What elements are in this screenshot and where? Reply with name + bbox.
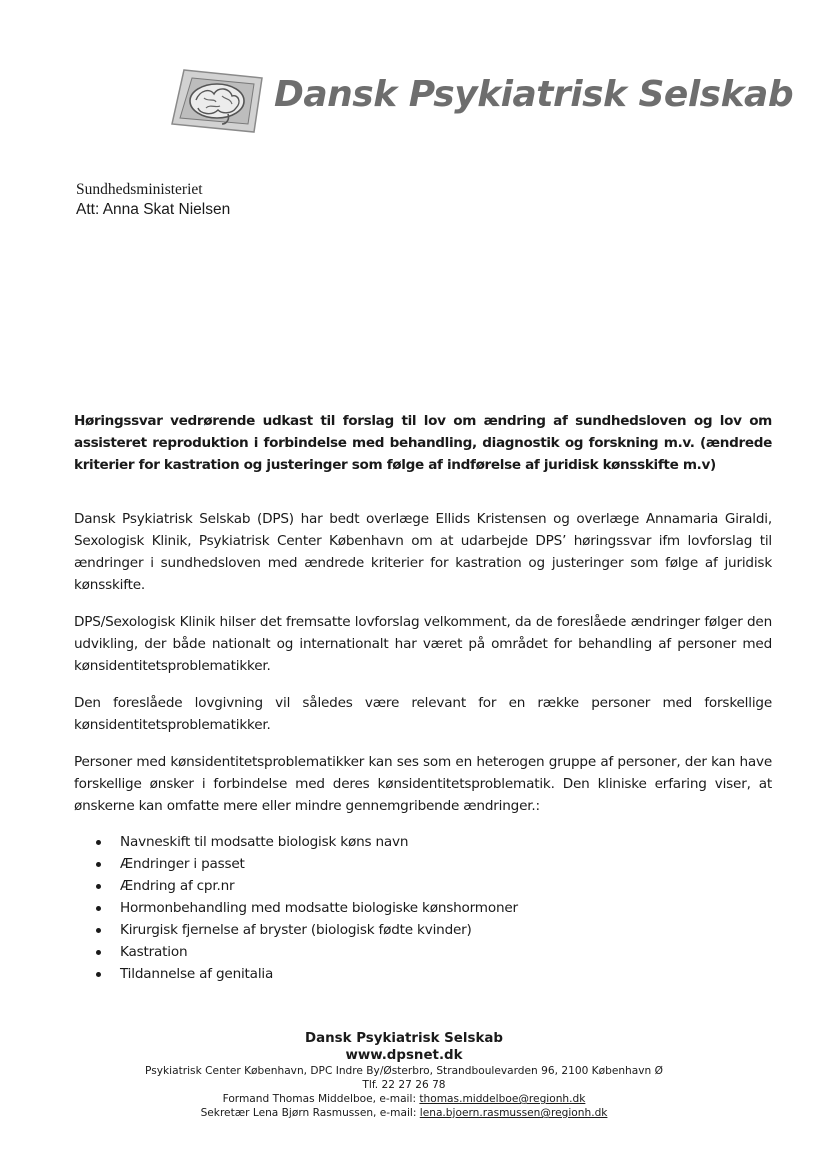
letter-footer (0, 1030, 808, 1120)
subject-heading: Høringssvar vedrørende udkast til forslag til lov om ændring af sundhedsloven og lov om assisteret reproduktion i forbindelse med behandling, diagnostik og forskning m.v. (ændrede kriterier for kastration og justeringer som følge af indførelse af juridisk kønsskifte m.v) (74, 413, 772, 473)
bullet-icon (96, 950, 101, 955)
chair-email-link[interactable]: thomas.middelboe@regionh.dk (419, 1093, 586, 1105)
paragraph: DPS/Sexologisk Klinik hilser det fremsatte lovforslag velkomment, da de foreslåede ændringer følger den udvikling, der både nationalt og internationalt har været på området for behandling af personer med kønsidentitetsproblematikker. (74, 614, 772, 674)
bullet-icon (96, 906, 101, 911)
paragraph: Personer med kønsidentitetsproblematikker kan ses som en heterogen gruppe af personer, der kan have forskellige ønsker i forbindelse med deres kønsidentitetsproblematik. Den kliniske erfaring viser, at ønskerne kan omfatte mere eller mindre gennemgribende ændringer.: (74, 754, 772, 814)
footer-chair (0, 1092, 808, 1106)
list-item-text: Ændringer i passet (120, 856, 245, 872)
list-item-text: Tildannelse af genitalia (120, 966, 274, 982)
recipient-block (76, 180, 230, 220)
footer-phone: Tlf. 22 27 26 78 (362, 1079, 446, 1091)
list-item-text: Kastration (120, 944, 188, 960)
bullet-list (74, 831, 772, 985)
footer-chair-label: Formand Thomas Middelboe, e-mail: (222, 1093, 420, 1105)
recipient-attention: Att: Anna Skat Nielsen (76, 201, 231, 218)
list-item-text: Navneskift til modsatte biologisk køns navn (120, 834, 409, 850)
paragraph: Dansk Psykiatrisk Selskab (DPS) har bedt overlæge Ellids Kristensen og overlæge Annamaria Giraldi, Sexologisk Klinik, Psykiatrisk Center København om at udarbejde DPS’ høringssvar ifm lovforslag til ændringer i sundhedsloven med ændrede kriterier for kastration og justeringer som følge af juridisk kønsskifte. (74, 511, 772, 593)
bullet-icon (96, 840, 101, 845)
secretary-email-link[interactable]: lena.bjoern.rasmussen@regionh.dk (419, 1107, 608, 1119)
list-item (74, 875, 772, 897)
list-item (74, 963, 772, 985)
footer-secretary-label: Sekretær Lena Bjørn Rasmussen, e-mail: (200, 1107, 420, 1119)
footer-website: www.dpsnet.dk (345, 1048, 463, 1063)
list-item (74, 919, 772, 941)
letterhead-org-name: Dansk Psykiatrisk Selskab (274, 74, 794, 115)
bullet-icon (96, 862, 101, 867)
bullet-icon (96, 972, 101, 977)
bullet-icon (96, 928, 101, 933)
list-item-text: Hormonbehandling med modsatte biologiske kønshormoner (120, 900, 518, 916)
footer-org-name: Dansk Psykiatrisk Selskab (305, 1031, 503, 1046)
brain-icon (170, 68, 266, 134)
bullet-icon (96, 884, 101, 889)
list-item (74, 831, 772, 853)
list-item (74, 897, 772, 919)
letterhead (170, 68, 794, 134)
recipient-ministry: Sundhedsministeriet (76, 181, 203, 198)
paragraph: Den foreslåede lovgivning vil således være relevant for en række personer med forskellige kønsidentitetsproblematikker. (74, 695, 772, 733)
footer-address: Psykiatrisk Center København, DPC Indre By/Østerbro, Strandboulevarden 96, 2100 København Ø (145, 1065, 663, 1077)
list-item (74, 853, 772, 875)
footer-secretary (0, 1106, 808, 1120)
list-item-text: Kirurgisk fjernelse af bryster (biologisk fødte kvinder) (120, 922, 472, 938)
letter-body (74, 410, 772, 985)
list-item (74, 941, 772, 963)
list-item-text: Ændring af cpr.nr (120, 878, 235, 894)
